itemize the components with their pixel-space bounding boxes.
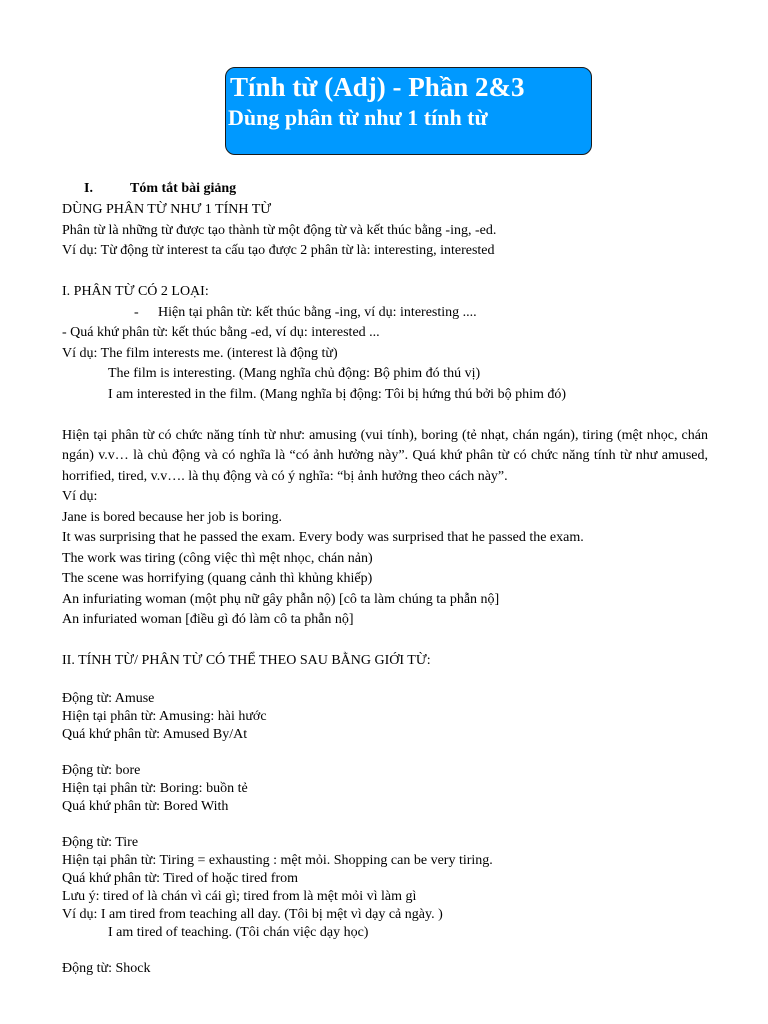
section-number: I. — [84, 181, 93, 196]
text-line: Hiện tại phân từ: Boring: buồn tẻ — [62, 780, 248, 796]
text-line: Ví dụ: The film interests me. (interest là động từ) — [62, 345, 338, 361]
subsection-heading: I. PHÂN TỪ CÓ 2 LOẠI: — [62, 284, 209, 299]
example-line: An infuriated woman [điều gì đó làm cô ta phẫn nộ] — [62, 612, 354, 627]
text-line: Hiện tại phân từ: Tiring = exhausting : mệt mỏi. Shopping can be very tiring. — [62, 852, 493, 868]
text-line: - Quá khứ phân từ: kết thúc bằng -ed, ví dụ: interested ... — [62, 325, 380, 340]
list-item — [62, 303, 708, 324]
verb-line: Động từ: Amuse — [62, 690, 155, 706]
document-subtitle: Dùng phân từ như 1 tính từ — [228, 105, 488, 130]
text-line: Ví dụ: Từ động từ interest ta cấu tạo được 2 phân từ là: interesting, interested — [62, 243, 495, 258]
verb-line: Động từ: Tire — [62, 834, 139, 850]
text-line: Quá khứ phân từ: Tired of hoặc tired from — [62, 870, 299, 886]
example-label: Ví dụ: — [62, 489, 98, 504]
list-item-text: Hiện tại phân từ: kết thúc bằng -ing, ví dụ: interesting .... — [158, 304, 477, 320]
example-line: It was surprising that he passed the exam. Every body was surprised that he passed the exam. — [62, 530, 584, 545]
text-line: Quá khứ phân từ: Amused By/At — [62, 726, 248, 742]
text-line: Phân từ là những từ được tạo thành từ một động từ và kết thúc bằng -ing, -ed. — [62, 222, 497, 238]
text-line: Lưu ý: tired of là chán vì cái gì; tired from là mệt mỏi vì làm gì — [62, 888, 417, 904]
list-dash: - — [134, 304, 139, 320]
text-line: Hiện tại phân từ: Amusing: hài hước — [62, 708, 267, 724]
example-line: The film is interesting. (Mang nghĩa chủ động: Bộ phim đó thú vị) — [108, 366, 481, 381]
example-line: Jane is bored because her job is boring. — [62, 509, 283, 525]
document-body — [62, 178, 708, 978]
section-title: Tóm tắt bài giảng — [130, 181, 237, 196]
example-line: An infuriating woman (một phụ nữ gây phẫn nộ) [cô ta làm chúng ta phẫn nộ] — [62, 591, 500, 607]
verb-line: Động từ: Shock — [62, 960, 151, 976]
text-line: Quá khứ phân từ: Bored With — [62, 798, 229, 814]
example-line: I am tired of teaching. (Tôi chán việc dạy học) — [108, 924, 369, 940]
title-box — [225, 67, 592, 155]
text-line: Ví dụ: I am tired from teaching all day. (Tôi bị mệt vì dạy cả ngày. ) — [62, 906, 443, 922]
document-title: Tính từ (Adj) - Phần 2&3 — [230, 72, 525, 102]
example-line: I am interested in the film. (Mang nghĩa bị động: Tôi bị hứng thú bởi bộ phim đó) — [108, 386, 567, 402]
text-line: DÙNG PHÂN TỪ NHƯ 1 TÍNH TỪ — [62, 202, 272, 217]
section-heading — [84, 178, 708, 200]
paragraph: Hiện tại phân từ có chức năng tính từ như: amusing (vui tính), boring (tẻ nhạt, chán ngán), tiring (mệt nhọc, chán ngán) v.v… là chủ động và có nghĩa là “có ảnh hưởng này”. Quá khứ phân từ có chức năng tính từ như amused, horrified, tired, v.v…. là thụ động và có ý nghĩa: “bị ảnh hưởng theo cách này”. — [62, 427, 708, 484]
example-line: The work was tiring (công việc thì mệt nhọc, chán nản) — [62, 550, 373, 566]
verb-line: Động từ: bore — [62, 762, 141, 778]
section-heading: II. TÍNH TỪ/ PHÂN TỪ CÓ THỂ THEO SAU BẰNG GIỚI TỪ: — [62, 653, 431, 668]
example-line: The scene was horrifying (quang cảnh thì khủng khiếp) — [62, 571, 373, 586]
